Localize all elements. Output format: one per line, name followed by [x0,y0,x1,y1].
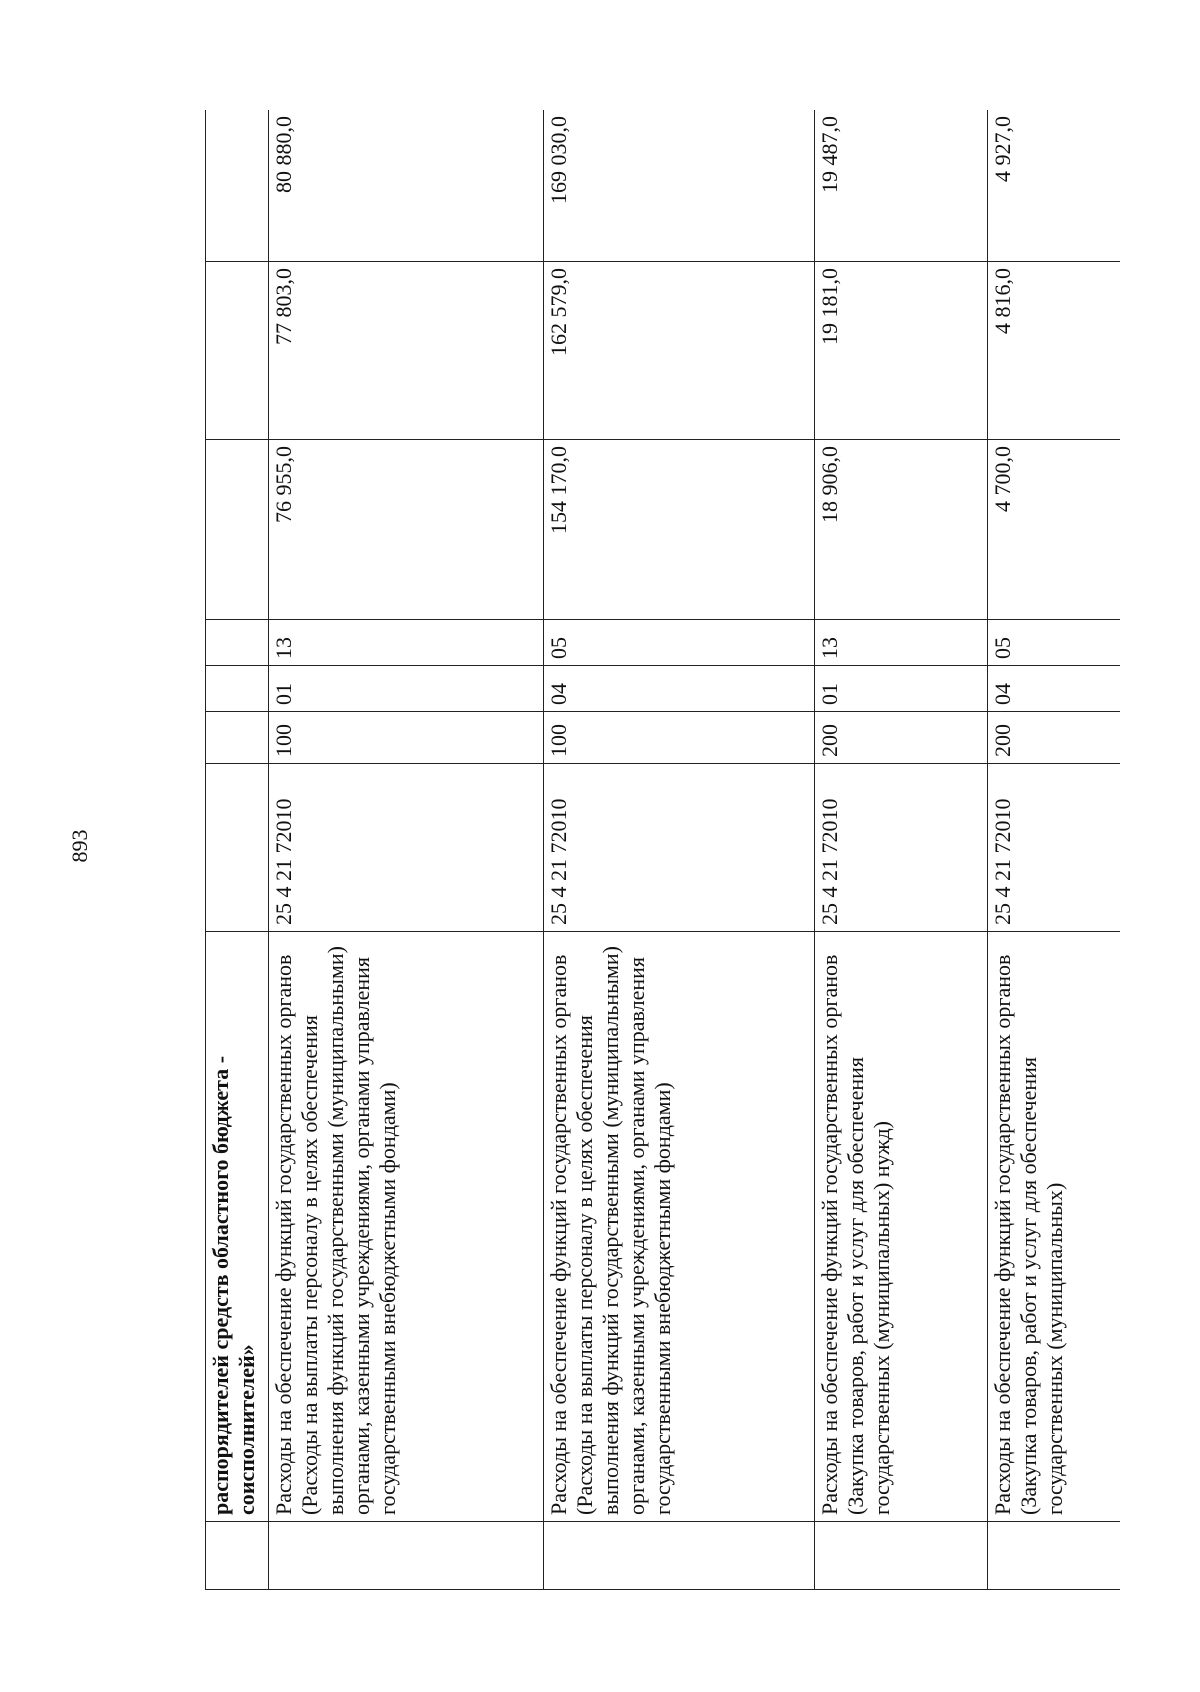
row-sum2-cell: 77 803,0 [269,262,544,440]
row-sum1-cell: 18 906,0 [815,440,988,620]
row-vr-cell: 200 [815,712,988,764]
row-name-cell [815,932,988,1522]
row-rz-cell: 01 [815,666,988,712]
row-vr-cell: 100 [269,712,544,764]
row-csr-cell: 25 4 21 72010 [544,764,815,932]
header-empty-cell [206,1522,269,1590]
row-sum2-cell: 4 816,0 [988,262,1121,440]
rotated-table-viewport [205,110,1120,1590]
table-rotator [205,110,1120,1590]
row-sum2-cell: 162 579,0 [544,262,815,440]
header-csr-cell [206,764,269,932]
row-sum3-cell: 19 487,0 [815,110,988,262]
header-sum2-cell [206,262,269,440]
table-row [544,110,815,1590]
row-vr-cell: 100 [544,712,815,764]
table-row [988,110,1121,1590]
header-sum1-cell [206,440,269,620]
row-csr-cell: 25 4 21 72010 [269,764,544,932]
row-vr-cell: 200 [988,712,1121,764]
row-rz-cell: 04 [988,666,1121,712]
header-sum3-cell [206,110,269,262]
header-name-cell [206,932,269,1522]
row-name-text: Расходы на обеспечение функций государственных органов (Закупка товаров, работ и услуг для обеспечения государственных (муниципальных) нужд) [817,954,894,1515]
row-sum2-cell: 19 181,0 [815,262,988,440]
row-sum1-cell: 154 170,0 [544,440,815,620]
header-pr-cell [206,620,269,666]
row-name-text: Расходы на обеспечение функций государственных органов (Расходы на выплаты персоналу в целях обеспечения выполнения функций государственными (муниципальными) органами, казенными учреждениями, органами управления государственными внебюджетными фондами) [546,946,675,1515]
row-sum1-cell: 4 700,0 [988,440,1121,620]
row-pr-cell: 05 [544,620,815,666]
row-csr-cell: 25 4 21 72010 [988,764,1121,932]
row-sum3-cell: 4 927,0 [988,110,1121,262]
row-empty-cell [269,1522,544,1590]
page-number: 893 [67,829,92,863]
row-name-cell [988,932,1121,1522]
table-row [269,110,544,1590]
row-rz-cell: 01 [269,666,544,712]
row-pr-cell: 13 [815,620,988,666]
header-name-text: распорядителей средств областного бюджета - соисполнителей» [208,1055,259,1515]
row-sum3-cell: 80 880,0 [269,110,544,262]
row-pr-cell: 05 [988,620,1121,666]
header-rz-cell [206,666,269,712]
row-empty-cell [544,1522,815,1590]
row-name-text: Расходы на обеспечение функций государственных органов (Закупка товаров, работ и услуг для обеспечения государственных (муниципальных) [990,954,1067,1515]
row-name-text: Расходы на обеспечение функций государственных органов (Расходы на выплаты персоналу в целях обеспечения выполнения функций государственными (муниципальными) органами, казенными учреждениями, органами управления государственными внебюджетными фондами) [271,946,400,1515]
table-row [815,110,988,1590]
table-header-row [206,110,269,1590]
row-empty-cell [988,1522,1121,1590]
row-sum3-cell: 169 030,0 [544,110,815,262]
row-csr-cell: 25 4 21 72010 [815,764,988,932]
row-name-cell [269,932,544,1522]
header-vr-cell [206,712,269,764]
budget-table [205,110,1120,1590]
row-pr-cell: 13 [269,620,544,666]
row-name-cell [544,932,815,1522]
row-empty-cell [815,1522,988,1590]
row-sum1-cell: 76 955,0 [269,440,544,620]
row-rz-cell: 04 [544,666,815,712]
